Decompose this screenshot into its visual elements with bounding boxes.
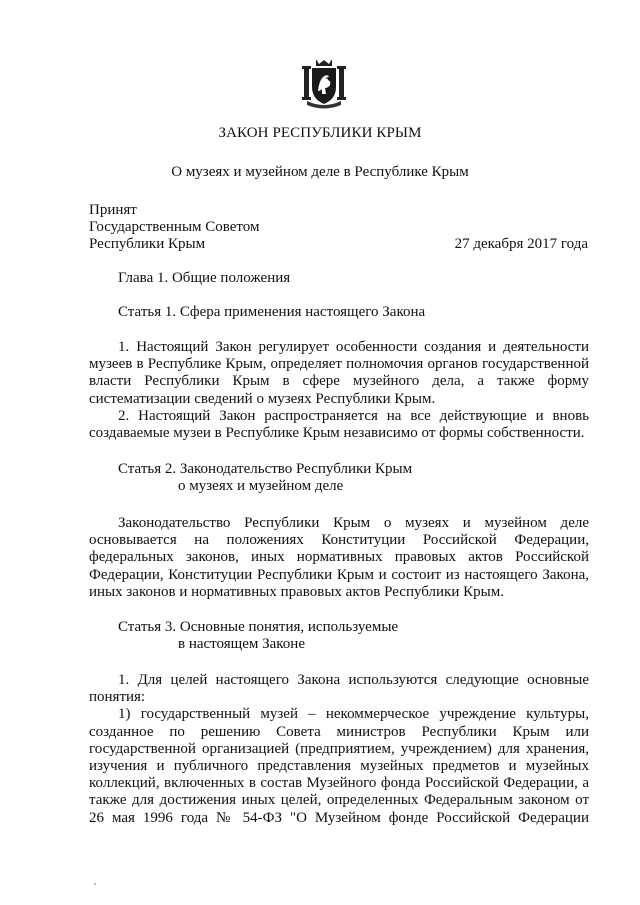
article-1-paragraph-2: 2. Настоящий Закон распространяется на все действующие и вновь создаваемые музеи в Республике Крым независимо от формы собственности. bbox=[89, 407, 589, 442]
adopted-line-2: Государственным Советом bbox=[89, 219, 260, 235]
adoption-date: 27 декабря 2017 года bbox=[454, 236, 588, 252]
article-1-paragraph-1: 1. Настоящий Закон регулирует особенности создания и деятельности музеев в Республике Крым, определяет полномочия органов государственной власти Республики Крым в сфере музейного дела, а также форму систематизации сведений о музеях Республики Крым. bbox=[89, 339, 589, 407]
adopted-line-3: Республики Крым bbox=[89, 236, 206, 252]
law-title: ЗАКОН РЕСПУБЛИКИ КРЫМ bbox=[218, 125, 422, 141]
article-2-heading-line-1: Статья 2. Законодательство Республики Крым bbox=[118, 461, 413, 477]
adoption-block bbox=[89, 202, 260, 253]
chapter-heading: Глава 1. Общие положения bbox=[118, 270, 291, 286]
article-3-body bbox=[89, 672, 589, 827]
article-3-heading-line-2: в настоящем Законе bbox=[178, 636, 305, 652]
article-1-heading: Статья 1. Сфера применения настоящего Закона bbox=[118, 304, 426, 320]
crimea-coat-of-arms-emblem bbox=[301, 57, 347, 109]
article-3-heading bbox=[118, 619, 398, 653]
law-subtitle: О музеях и музейном деле в Республике Крым bbox=[171, 164, 469, 180]
article-3-heading-line-1: Статья 3. Основные понятия, используемые bbox=[118, 619, 399, 635]
article-2-heading-line-2: о музеях и музейном деле bbox=[178, 478, 344, 494]
article-2-heading bbox=[118, 461, 412, 495]
article-1-body bbox=[89, 339, 589, 442]
article-3-paragraph-2: 1) государственный музей – некоммерческое учреждение культуры, созданное по решению Совета министров Республики Крым или государственной организацией (предприятием, учреждением) для хранения, изучения и публичного представления музейных предметов и музейных коллекций, включенных в состав Музейного фонда Российской Федерации, а также для достижения иных целей, определенных Федеральным законом от 26 мая 1996 года № 54-ФЗ "О Музейном фонде Российской Федерации bbox=[89, 706, 589, 826]
adopted-line-1: Принят bbox=[89, 202, 137, 218]
article-3-paragraph-1: 1. Для целей настоящего Закона используются следующие основные понятия: bbox=[89, 672, 589, 706]
article-2-body bbox=[89, 515, 589, 601]
scan-speck bbox=[94, 883, 96, 885]
article-2-paragraph-1: Законодательство Республики Крым о музеях и музейном деле основывается на положениях Конституции Российской Федерации, федеральных законов, иных нормативных правовых актов Российской Федерации, Конституции Республики Крым и состоит из настоящего Закона, иных законов и нормативных правовых актов Республики Крым. bbox=[89, 515, 589, 600]
